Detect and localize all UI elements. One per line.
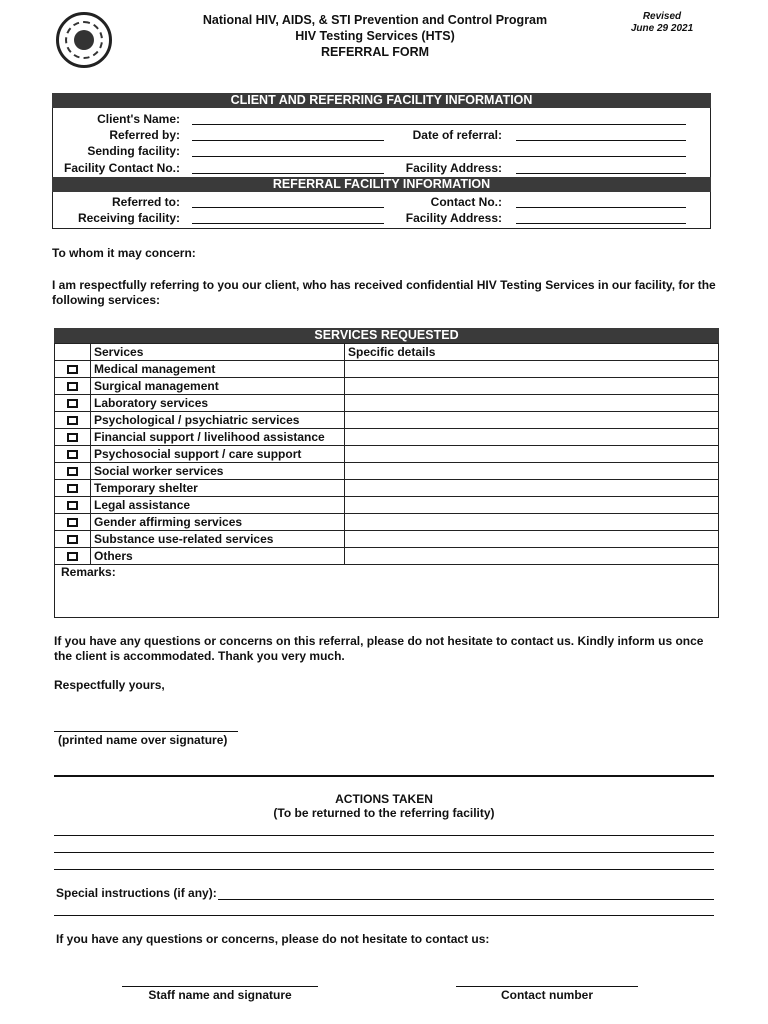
service-details-field[interactable] [345,378,719,395]
program-title: National HIV, AIDS, & STI Prevention and Control Program [202,13,548,27]
service-details-field[interactable] [345,429,719,446]
service-row [55,531,719,548]
contact-number-line[interactable] [456,986,638,987]
revision-note [612,11,712,35]
service-row [55,548,719,565]
revised-date: June 29 2021 [630,23,694,34]
services-column-header: Services [91,344,345,361]
referred-to-field[interactable] [192,207,384,208]
respectfully-yours: Respectfully yours, [54,678,165,692]
signature-line[interactable] [54,731,238,732]
facility-contact-field[interactable] [192,173,384,174]
service-details-field[interactable] [345,412,719,429]
contact-no-field[interactable] [516,207,686,208]
service-details-field[interactable] [345,395,719,412]
service-checkbox[interactable] [67,535,78,544]
service-checkbox[interactable] [67,416,78,425]
service-details-field[interactable] [345,480,719,497]
service-row [55,480,719,497]
contact-us-text: If you have any questions or concerns, please do not hesitate to contact us: [56,932,490,946]
service-row [55,412,719,429]
contact-no-label: Contact No.: [430,195,502,209]
services-header-row [55,344,719,361]
staff-signature-line[interactable] [122,986,318,987]
service-row [55,361,719,378]
closing-paragraph: If you have any questions or concerns on this referral, please do not hesitate to contact us. Kindly inform us once the client is accommodated. Thank you very much. [54,634,704,663]
service-row [55,446,719,463]
referral-facility-address-field[interactable] [516,223,686,224]
service-row [55,429,719,446]
client-section-heading: CLIENT AND REFERRING FACILITY INFORMATION [52,93,711,108]
service-checkbox[interactable] [67,484,78,493]
actions-heading: ACTIONS TAKEN [335,792,433,806]
receiving-facility-field[interactable] [192,223,384,224]
service-details-field[interactable] [345,497,719,514]
service-name: Others [91,548,345,565]
service-name: Psychological / psychiatric services [91,412,345,429]
service-row [55,497,719,514]
service-name: Gender affirming services [91,514,345,531]
service-checkbox[interactable] [67,365,78,374]
services-heading: SERVICES REQUESTED [54,328,719,343]
service-checkbox[interactable] [67,501,78,510]
remarks-area[interactable] [54,564,719,618]
service-name: Social worker services [91,463,345,480]
service-details-field[interactable] [345,548,719,565]
service-checkbox[interactable] [67,518,78,527]
section-divider [54,775,714,777]
actions-line-2[interactable] [54,852,714,853]
facility-address-field[interactable] [516,173,686,174]
service-checkbox[interactable] [67,382,78,391]
service-row [55,395,719,412]
clients-name-field[interactable] [192,124,686,125]
referral-facility-address-label: Facility Address: [405,211,502,225]
service-checkbox[interactable] [67,399,78,408]
service-name: Legal assistance [91,497,345,514]
printed-name-label: (printed name over signature) [58,733,228,747]
details-column-header: Specific details [345,344,719,361]
form-title-block [150,12,600,60]
referred-by-label: Referred by: [109,128,180,142]
actions-subheading: (To be returned to the referring facility) [273,806,495,820]
salutation: To whom it may concern: [52,246,196,260]
service-name: Psychosocial support / care support [91,446,345,463]
revised-label: Revised [642,11,682,22]
sending-facility-label: Sending facility: [87,144,180,158]
government-seal-icon [56,12,112,68]
facility-contact-label: Facility Contact No.: [63,161,180,175]
service-details-field[interactable] [345,531,719,548]
service-checkbox[interactable] [67,467,78,476]
special-instructions-field[interactable] [218,899,714,900]
service-name: Temporary shelter [91,480,345,497]
service-row [55,378,719,395]
actions-line-3[interactable] [54,869,714,870]
receiving-facility-label: Receiving facility: [77,211,180,225]
actions-line-1[interactable] [54,835,714,836]
sending-facility-field[interactable] [192,156,686,157]
service-row [55,463,719,480]
services-table [54,343,719,565]
contact-number-label: Contact number [500,988,593,1002]
facility-address-label: Facility Address: [405,161,502,175]
service-name: Financial support / livelihood assistance [91,429,345,446]
service-name: Laboratory services [91,395,345,412]
clients-name-label: Client's Name: [97,112,180,126]
service-name: Medical management [91,361,345,378]
special-instructions-label: Special instructions (if any): [56,886,217,900]
intro-paragraph: I am respectfully referring to you our client, who has received confidential HIV Testing Services in our facility, for the following services: [52,278,716,307]
remarks-label: Remarks: [61,565,116,579]
service-row [55,514,719,531]
referred-to-label: Referred to: [111,195,180,209]
date-of-referral-label: Date of referral: [412,128,502,142]
service-title: HIV Testing Services (HTS) [295,29,455,43]
form-title: REFERRAL FORM [320,45,430,59]
service-details-field[interactable] [345,446,719,463]
service-details-field[interactable] [345,463,719,480]
service-details-field[interactable] [345,514,719,531]
service-checkbox[interactable] [67,552,78,561]
special-instructions-line-2[interactable] [54,915,714,916]
service-checkbox[interactable] [67,450,78,459]
service-details-field[interactable] [345,361,719,378]
date-of-referral-field[interactable] [516,140,686,141]
service-name: Substance use-related services [91,531,345,548]
service-checkbox[interactable] [67,433,78,442]
service-name: Surgical management [91,378,345,395]
referred-by-field[interactable] [192,140,384,141]
staff-name-label: Staff name and signature [148,988,292,1002]
referral-section-heading: REFERRAL FACILITY INFORMATION [52,177,711,192]
